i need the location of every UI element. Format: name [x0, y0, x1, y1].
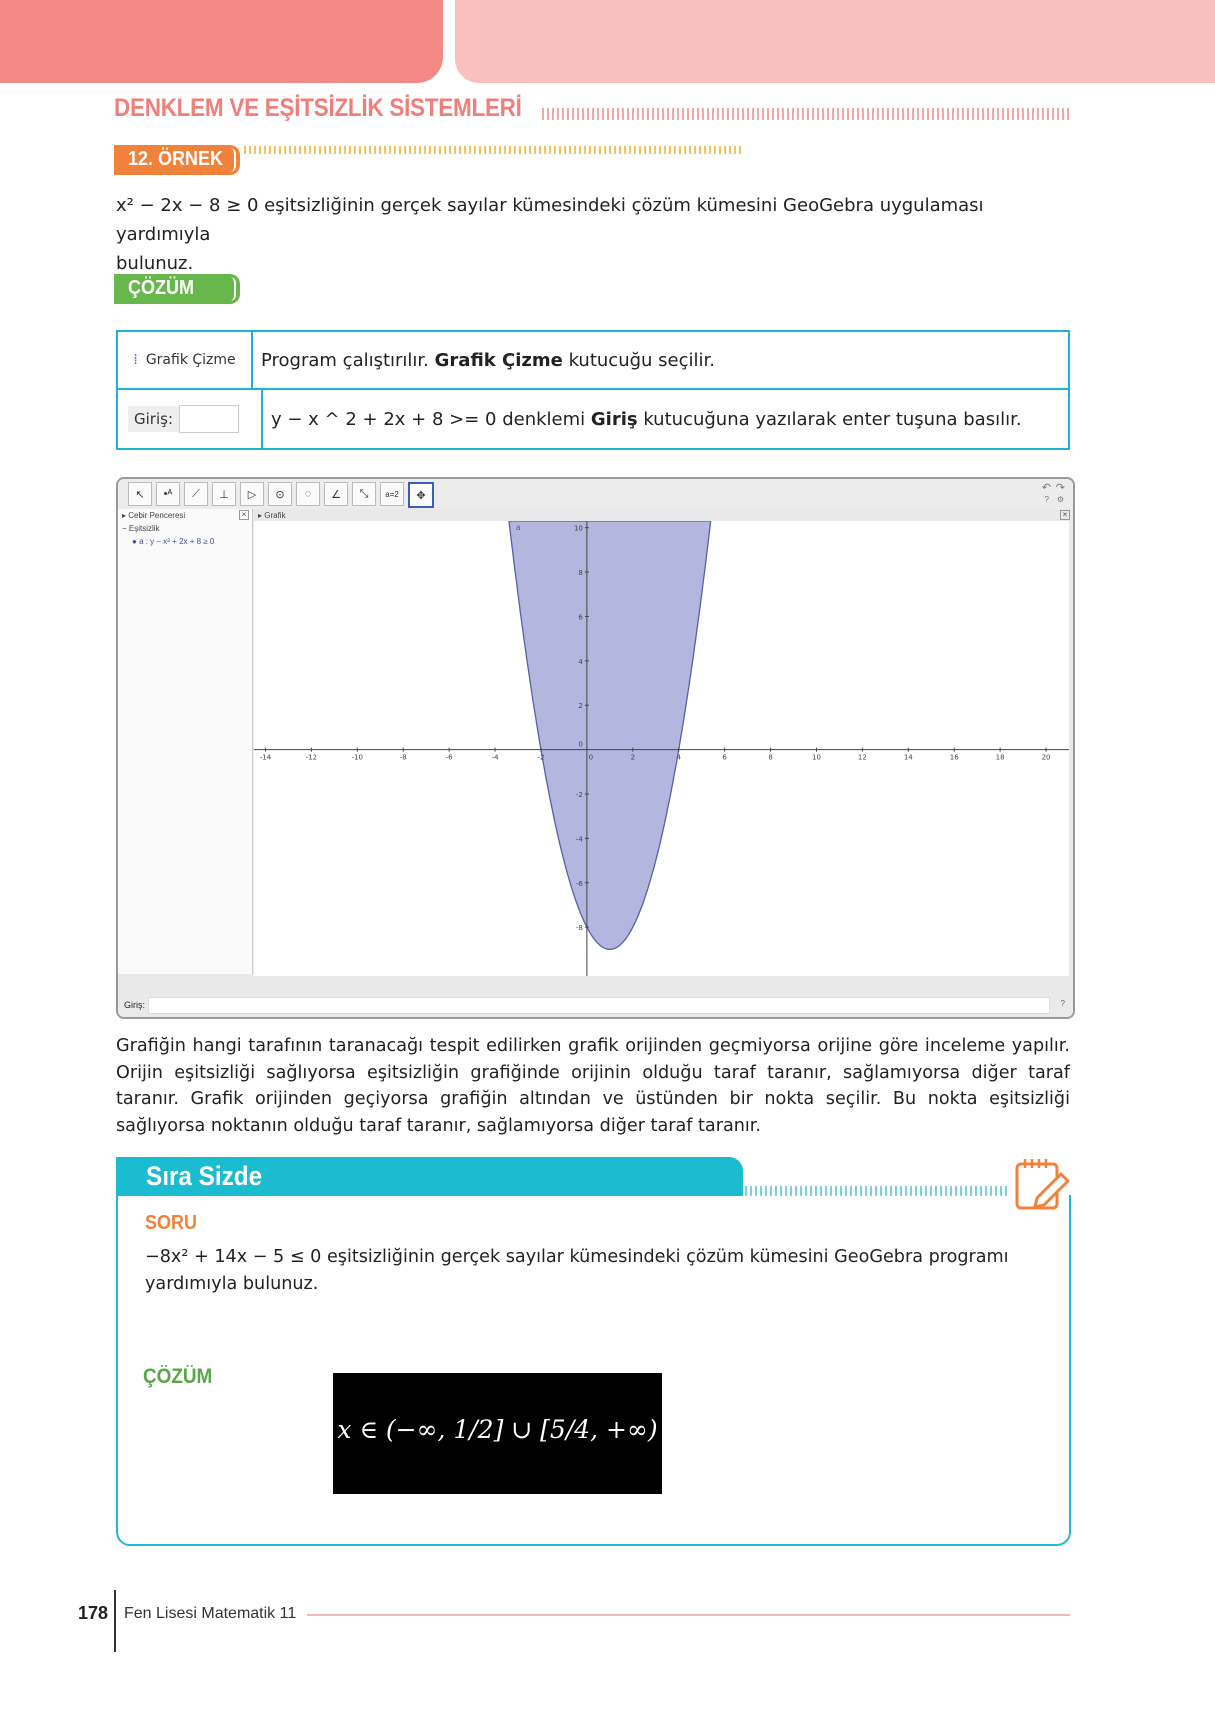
x-tick-label: 8 — [768, 753, 773, 762]
steps-table — [116, 330, 1070, 450]
algebra-view-header: ▸ Cebir Penceresi — [122, 511, 186, 520]
practice-solution-label — [143, 1365, 220, 1389]
book-title: Fen Lisesi Matematik 11 — [124, 1605, 297, 1622]
chapter-title-rule — [542, 108, 1072, 120]
algebra-item-text: a : y − x² + 2x + 8 ≥ 0 — [139, 537, 215, 546]
example-tag — [114, 145, 240, 175]
step-text-bold: Giriş — [590, 408, 638, 430]
practice-question — [145, 1244, 1065, 1298]
practice-question-line1: −8x² + 14x − 5 ≤ 0 eşitsizliğinin gerçek sayılar kümesindeki çözüm kümesini GeoGebra programı — [145, 1247, 1009, 1267]
slider-tool-icon[interactable] — [380, 482, 404, 506]
y-tick-label: 8 — [578, 569, 583, 578]
perpendicular-tool-icon[interactable]: ⊥ — [212, 482, 236, 506]
dots-icon: ⁞ — [133, 352, 138, 368]
step-text-plain: Program çalıştırılır. — [261, 349, 435, 371]
step-text — [263, 390, 1022, 448]
close-icon[interactable]: × — [1060, 510, 1070, 520]
x-tick-label: -6 — [445, 753, 453, 762]
example-rule — [244, 146, 744, 154]
x-tick-label: 2 — [630, 753, 636, 762]
answer-box — [333, 1373, 662, 1494]
x-tick-label: -14 — [259, 753, 272, 762]
header-band-left — [0, 0, 443, 83]
circle-tool-icon[interactable]: ⊙ — [268, 482, 292, 506]
algebra-view — [118, 509, 253, 974]
tag-bracket-icon — [230, 277, 236, 301]
chapter-title: DENKLEM VE EŞİTSİZLİK SİSTEMLERİ — [114, 94, 522, 122]
geogebra-input-label: Giriş: — [124, 1000, 145, 1010]
angle-tool-icon[interactable]: ∠ — [324, 482, 348, 506]
polygon-tool-icon[interactable]: ▷ — [240, 482, 264, 506]
practice-title-text: Sıra Sizde — [146, 1161, 263, 1191]
step-text-plain: kutucuğuna yazılarak enter tuşuna basılır. — [637, 408, 1022, 430]
origin-label: 0 — [578, 740, 583, 749]
conic-tool-icon[interactable]: ◌ — [296, 482, 320, 506]
x-tick-label: 12 — [857, 753, 867, 762]
y-tick-label: -8 — [575, 924, 583, 933]
x-tick-label: -2 — [537, 753, 545, 762]
step-text-plain: kutucuğu seçilir. — [562, 349, 715, 371]
step-icon-cell — [118, 332, 253, 388]
x-tick-label: 14 — [903, 753, 913, 762]
example-question-line2: bulunuz. — [116, 253, 194, 274]
y-tick-label: -4 — [575, 835, 583, 844]
y-tick-label: -2 — [575, 791, 583, 799]
y-tick-label: 10 — [573, 524, 583, 533]
x-tick-label: 18 — [995, 753, 1005, 762]
inequality-region[interactable] — [509, 521, 711, 949]
line-tool-icon[interactable]: ⟋ — [184, 482, 208, 506]
geogebra-toolbar — [118, 479, 1073, 509]
x-tick-label: 16 — [949, 753, 959, 762]
header-gap — [443, 0, 455, 83]
help-icon[interactable]: ? — [1044, 495, 1049, 504]
answer-formula: x ∈ (−∞, 1/2] ∪ [5/4, +∞) — [337, 1415, 658, 1444]
footer-divider — [114, 1590, 116, 1652]
step-text-bold: Grafik Çizme — [434, 349, 563, 371]
x-tick-label: 10 — [812, 753, 821, 762]
move-view-tool-icon[interactable]: ✥ — [408, 482, 434, 508]
x-tick-label: 4 — [676, 753, 681, 762]
step-icon-cell — [118, 390, 263, 448]
graphics-view-title: Grafik — [264, 511, 286, 520]
point-tool-icon[interactable]: •ᴬ — [156, 482, 180, 506]
practice-question-line2: yardımıyla bulunuz. — [145, 1274, 319, 1294]
geogebra-input-field[interactable] — [148, 997, 1050, 1014]
move-tool-icon[interactable]: ↖ — [128, 482, 152, 506]
step-text — [253, 332, 715, 388]
algebra-item[interactable]: ● a : y − x² + 2x + 8 ≥ 0 — [132, 537, 215, 546]
header-band-right — [455, 0, 1215, 83]
geogebra-input-bar — [118, 994, 1073, 1016]
x-tick-label: -12 — [305, 753, 318, 762]
example-question — [116, 191, 1076, 278]
help-icon[interactable]: ? — [1060, 999, 1065, 1008]
graph-canvas — [254, 521, 1069, 976]
settings-icon[interactable]: ⚙ — [1056, 495, 1064, 504]
y-tick-label: 6 — [578, 613, 583, 622]
question-label-text: SORU — [145, 1212, 198, 1234]
reflect-tool-icon[interactable]: ⤡ — [352, 482, 376, 506]
practice-solution-label-text: ÇÖZÜM — [143, 1365, 213, 1388]
x-tick-label: -4 — [491, 753, 499, 762]
curve-label: a — [515, 522, 521, 532]
undo-icon[interactable]: ↶ — [1041, 482, 1051, 494]
y-tick-label: -6 — [575, 879, 583, 888]
step-row — [118, 390, 1068, 448]
x-tick-label: 0 — [588, 753, 594, 762]
tag-bracket-icon — [230, 148, 236, 172]
y-tick-label: 4 — [578, 657, 583, 666]
page-number: 178 — [78, 1603, 109, 1623]
x-tick-label: 6 — [722, 753, 727, 762]
algebra-group: − Eşitsizlik — [122, 524, 160, 533]
input-label: Giriş: — [128, 406, 179, 432]
practice-title — [116, 1157, 743, 1196]
example-label: 12. ÖRNEK — [128, 148, 224, 170]
graphics-view[interactable] — [254, 521, 1069, 976]
algebra-view-title: Cebir Penceresi — [128, 511, 186, 520]
question-label — [145, 1212, 203, 1235]
redo-icon[interactable]: ↷ — [1055, 482, 1065, 494]
x-tick-label: -10 — [351, 753, 364, 762]
footer-rule — [307, 1614, 1070, 1616]
explanation-paragraph: Grafiğin hangi tarafının taranacağı tespit edilirken grafik orijinden geçmiyorsa orijine göre inceleme yapılır. Orijin eşitsizliği sağlıyorsa eşitsizliğin grafiğinde orijinin olduğu taraf taranır, sağlamıyorsa diğer taraf taranır. Grafik orijinden geçiyorsa grafiğin altından ve üstünden bir nokta seçilir. Bu nokta eşitsizliği sağlıyorsa noktanın olduğu taraf taranır, sağlamıyorsa diğer taraf taranır. — [116, 1036, 1070, 1136]
solution-label: ÇÖZÜM — [128, 277, 194, 299]
step-text-plain: y − x ^ 2 + 2x + 8 >= 0 denklemi — [271, 408, 591, 430]
step-row — [118, 332, 1068, 390]
input-box[interactable] — [179, 405, 239, 433]
x-tick-label: -8 — [399, 753, 407, 762]
x-tick-label: 20 — [1041, 753, 1051, 762]
example-question-line1: x² − 2x − 8 ≥ 0 eşitsizliğinin gerçek sayılar kümesindeki çözüm kümesini GeoGebra uygulaması yardımıyla — [116, 195, 984, 245]
graphics-view-header: ▸ Grafik — [258, 511, 286, 520]
y-tick-label: 2 — [578, 702, 583, 711]
graphing-option-label[interactable]: Grafik Çizme — [145, 352, 236, 368]
algebra-group-label: Eşitsizlik — [128, 524, 160, 533]
solution-tag — [114, 274, 240, 304]
slider-tool-label: a=2 — [385, 489, 399, 499]
close-icon[interactable]: × — [239, 510, 249, 520]
geogebra-window — [116, 477, 1075, 1019]
